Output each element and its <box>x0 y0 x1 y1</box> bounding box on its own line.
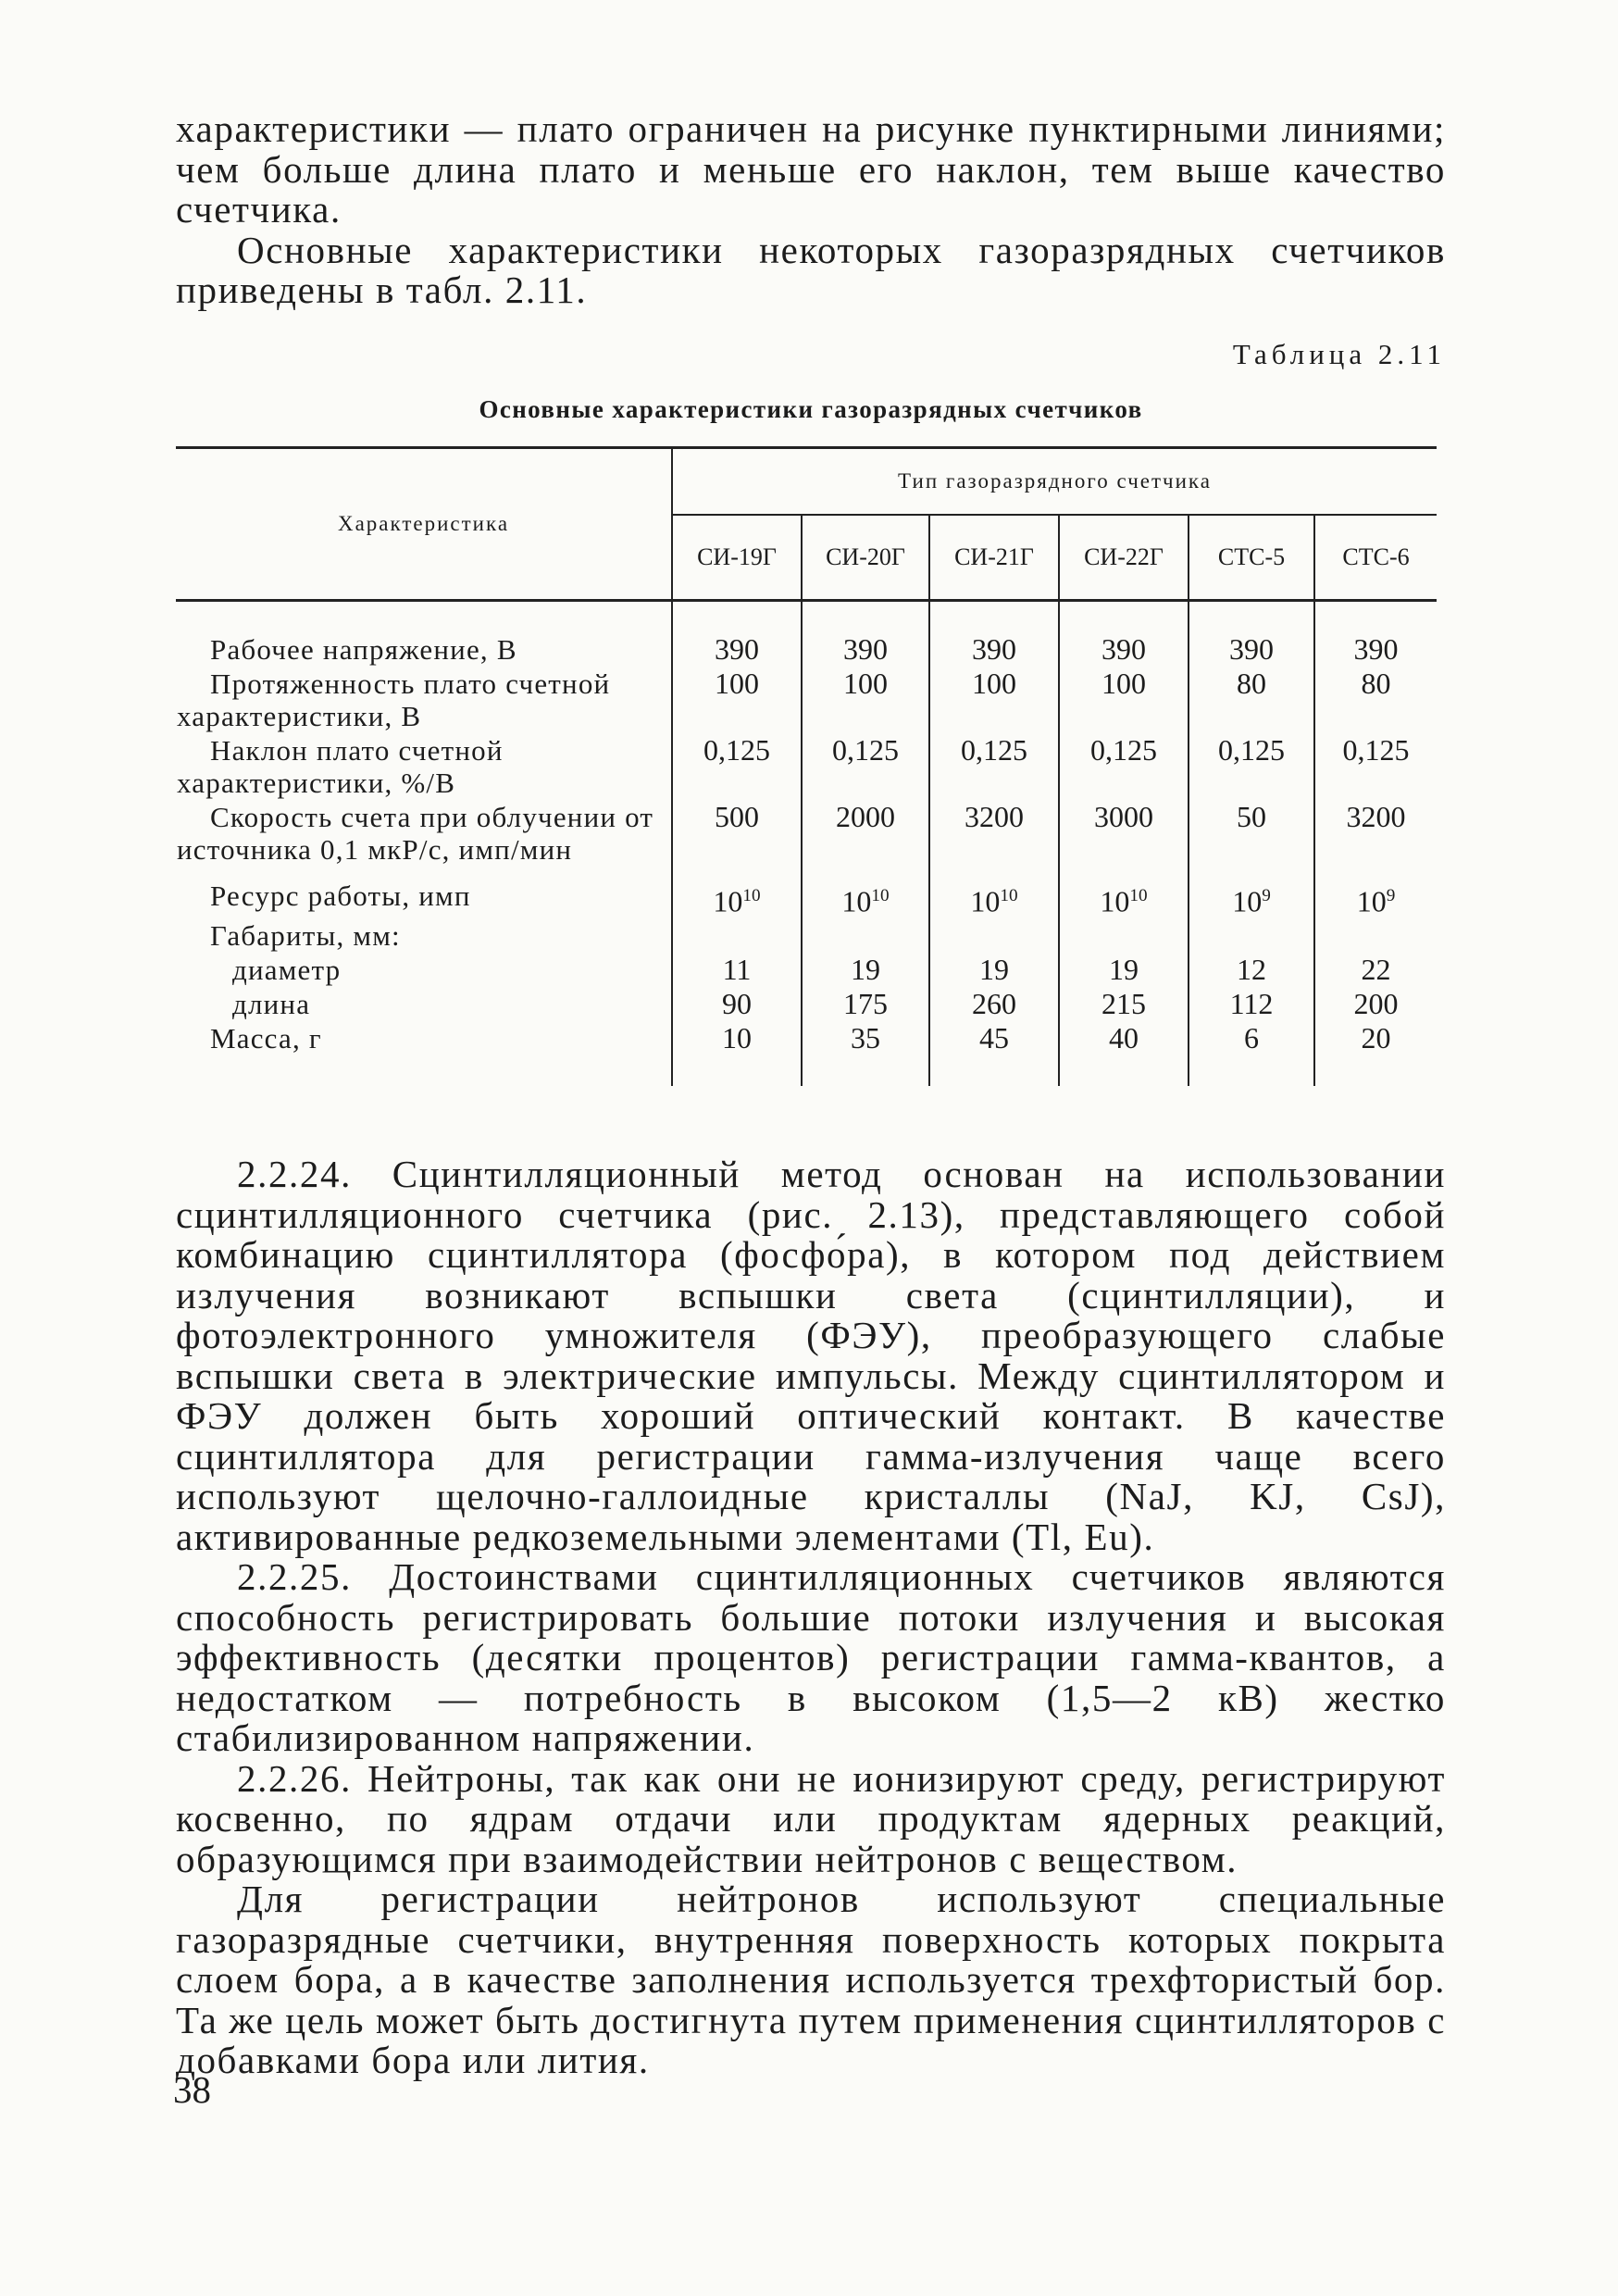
value-cell <box>672 918 802 953</box>
page-number: 38 <box>173 2068 211 2111</box>
value-cell: 215 <box>1059 987 1189 1021</box>
table-row <box>176 667 1437 733</box>
value-cell: 200 <box>1314 987 1437 1021</box>
value-cell: 112 <box>1189 987 1314 1021</box>
table-row <box>176 987 1437 1021</box>
value-cell: 3200 <box>1314 800 1437 867</box>
value-cell <box>1059 918 1189 953</box>
value-cell <box>929 867 1059 919</box>
row-label <box>176 1021 672 1086</box>
value-cell <box>1314 918 1437 953</box>
table-row <box>176 733 1437 800</box>
row-label <box>176 800 672 867</box>
row-label-text: Ресурс работы, имп <box>210 879 471 912</box>
value-cell: 22 <box>1314 953 1437 987</box>
value-cell: 0,125 <box>1059 733 1189 800</box>
value-cell: 3000 <box>1059 800 1189 867</box>
value-cell: 390 <box>1314 600 1437 667</box>
value-cell: 20 <box>1314 1021 1437 1086</box>
value-cell: 45 <box>929 1021 1059 1086</box>
table-body <box>176 600 1437 1086</box>
row-label-text: Скорость счета при облучении от источника 0,1 мкР/с, имп/мин <box>177 800 654 866</box>
table-row <box>176 953 1437 987</box>
value-cell <box>672 867 802 919</box>
row-label-text: Протяженность плато счетной характеристики, В <box>177 667 611 732</box>
paragraph-2-2-24: 2.2.24. Сцинтилляционный метод основан на использовании сцинтилляционного счетчика (рис. 2.13), представляющего собой комбинацию сцинтиллятора (фосфо́ра), в котором под действием излучения возникают вспышки света (сцинтилляции), и фотоэлектронного умножителя (ФЭУ), преобразующего слабые вспышки света в электрические импульсы. Между сцинтиллятором и ФЭУ должен быть хороший оптический контакт. В качестве сцинтиллятора для регистрации гамма-излучения чаще всего используют щелочно-галлоидные кристаллы (NaJ, KJ, CsJ), активированные редкоземельными элементами (Tl, Eu). <box>176 1153 1446 1558</box>
row-label <box>176 953 672 987</box>
row-label <box>176 733 672 800</box>
value-cell: 19 <box>802 953 929 987</box>
text-section <box>176 1154 1446 2081</box>
paragraph-table-reference: Основные характеристики некоторых газоразрядных счетчиков приведены в табл. 2.11. <box>176 228 1446 311</box>
value-cell: 80 <box>1314 667 1437 733</box>
value-cell: 80 <box>1189 667 1314 733</box>
header-type-si20g: СИ-20Г <box>802 515 929 601</box>
row-label-text: Габариты, мм: <box>210 919 401 953</box>
value-cell <box>802 918 929 953</box>
value-cell <box>929 918 1059 953</box>
value-base: 10 <box>1232 884 1263 918</box>
row-label-text: Наклон плато счетной характеристики, %/В <box>177 733 504 799</box>
row-label <box>176 918 672 953</box>
value-base: 10 <box>1100 884 1130 918</box>
table-title: Основные характеристики газоразрядных счетчиков <box>479 394 1143 423</box>
value-cell: 100 <box>1059 667 1189 733</box>
value-cell: 390 <box>672 600 802 667</box>
value-cell <box>1314 867 1437 919</box>
value-cell: 390 <box>929 600 1059 667</box>
table-row <box>176 1021 1437 1086</box>
value-cell: 390 <box>1189 600 1314 667</box>
table-row <box>176 600 1437 667</box>
table-row <box>176 918 1437 953</box>
table-label: Таблица 2.11 <box>1232 337 1446 370</box>
value-cell: 100 <box>802 667 929 733</box>
row-label-text: длина <box>232 988 311 1021</box>
value-cell <box>1189 867 1314 919</box>
value-exponent: 10 <box>742 885 761 905</box>
value-cell: 10 <box>672 1021 802 1086</box>
row-label-text: диаметр <box>232 954 342 987</box>
value-base: 10 <box>841 884 872 918</box>
value-cell: 0,125 <box>672 733 802 800</box>
value-exponent: 10 <box>1000 885 1018 905</box>
row-label <box>176 867 672 919</box>
value-cell: 90 <box>672 987 802 1021</box>
paragraph-continuation: характеристики — плато ограничен на рисунке пунктирными линиями; чем больше длина плато и меньше его наклон, тем выше качество счетчика. <box>176 107 1446 231</box>
value-cell: 100 <box>929 667 1059 733</box>
row-label <box>176 987 672 1021</box>
value-base: 10 <box>970 884 1001 918</box>
value-base: 10 <box>1356 884 1387 918</box>
value-exponent: 9 <box>1262 885 1271 905</box>
table-row <box>176 867 1437 919</box>
header-counter-type: Тип газоразрядного счетчика <box>672 447 1437 515</box>
paragraph-2-2-26: 2.2.26. Нейтроны, так как они не ионизируют среду, регистрируют косвенно, по ядрам отдачи или продуктам ядерных реакций, образующимся при взаимодействии нейтронов с веществом. <box>176 1756 1446 1880</box>
value-cell: 0,125 <box>929 733 1059 800</box>
header-type-si21g: СИ-21Г <box>929 515 1059 601</box>
row-label-text: Рабочее напряжение, В <box>210 632 517 666</box>
value-cell: 19 <box>1059 953 1189 987</box>
value-cell: 35 <box>802 1021 929 1086</box>
value-cell: 50 <box>1189 800 1314 867</box>
counters-table <box>176 446 1437 1087</box>
value-cell <box>1059 867 1189 919</box>
header-characteristic: Характеристика <box>337 511 510 535</box>
value-cell: 19 <box>929 953 1059 987</box>
value-cell <box>1189 918 1314 953</box>
value-base: 10 <box>713 884 743 918</box>
value-cell: 3200 <box>929 800 1059 867</box>
value-exponent: 10 <box>1129 885 1148 905</box>
value-cell: 0,125 <box>1314 733 1437 800</box>
value-cell <box>802 867 929 919</box>
value-cell: 6 <box>1189 1021 1314 1086</box>
value-exponent: 9 <box>1386 885 1396 905</box>
value-cell: 12 <box>1189 953 1314 987</box>
row-label-text: Масса, г <box>210 1022 322 1055</box>
row-label <box>176 667 672 733</box>
value-cell: 390 <box>802 600 929 667</box>
value-exponent: 10 <box>871 885 890 905</box>
value-cell: 11 <box>672 953 802 987</box>
table-row <box>176 800 1437 867</box>
paragraph-neutron-registration: Для регистрации нейтронов используют специальные газоразрядные счетчики, внутренняя поверхность которых покрыта слоем бора, а в качестве заполнения используется трехфтористый бор. Та же цель может быть достигнута путем применения сцинтилляторов с добавками бора или лития. <box>176 1878 1447 2082</box>
value-cell: 500 <box>672 800 802 867</box>
header-type-sts6: СТС-6 <box>1314 515 1437 601</box>
value-cell: 390 <box>1059 600 1189 667</box>
value-cell: 175 <box>802 987 929 1021</box>
paragraph-2-2-25: 2.2.25. Достоинствами сцинтилляционных счетчиков являются способность регистрировать большие потоки излучения и высокая эффективность (десятки процентов) регистрации гамма-квантов, а недостатком — потребность в высоком (1,5—2 кВ) жестко стабилизированном напряжении. <box>176 1555 1446 1760</box>
value-cell: 40 <box>1059 1021 1189 1086</box>
value-cell: 0,125 <box>1189 733 1314 800</box>
value-cell: 100 <box>672 667 802 733</box>
value-cell: 2000 <box>802 800 929 867</box>
header-type-si19g: СИ-19Г <box>672 515 802 601</box>
page-content <box>176 109 1446 2081</box>
value-cell: 260 <box>929 987 1059 1021</box>
value-cell: 0,125 <box>802 733 929 800</box>
row-label <box>176 600 672 667</box>
header-type-sts5: СТС-5 <box>1189 515 1314 601</box>
header-type-si22g: СИ-22Г <box>1059 515 1189 601</box>
